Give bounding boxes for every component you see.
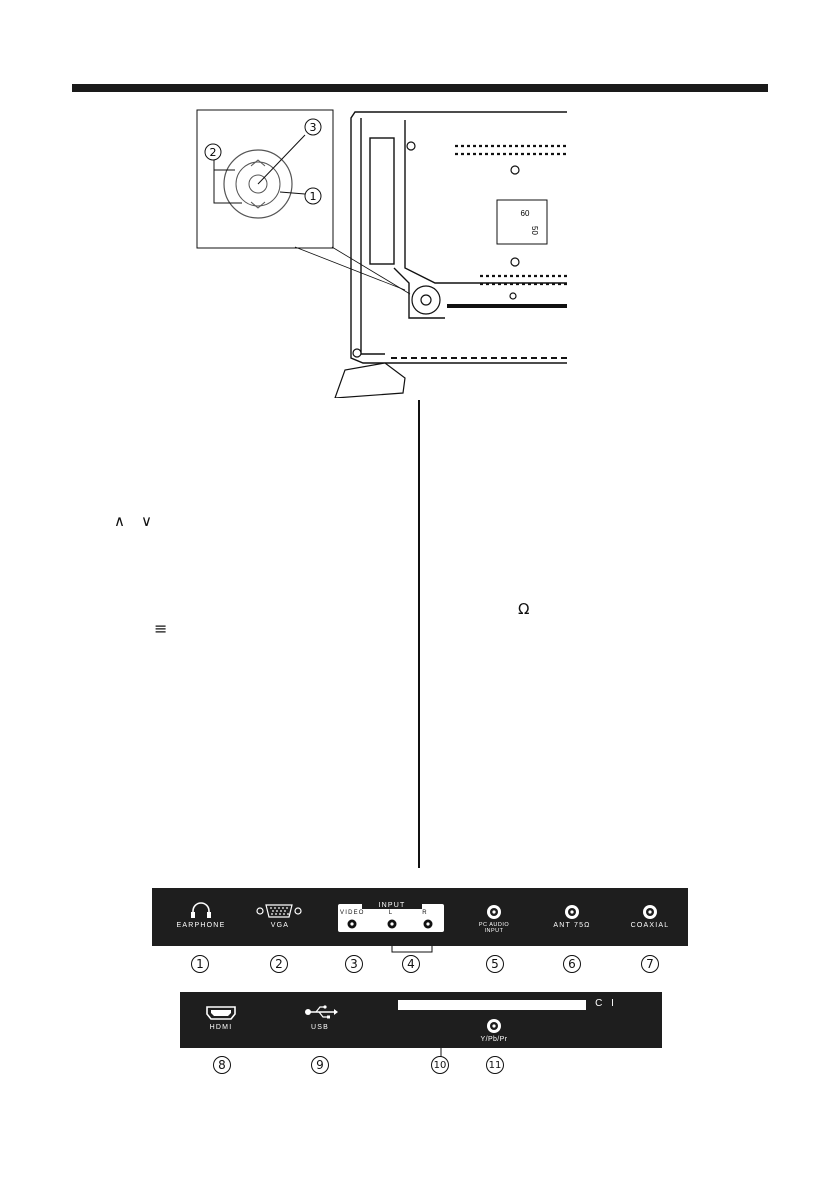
connector-panel-bottom <box>180 992 662 1048</box>
connector-number: 6 <box>563 955 581 973</box>
connector-number: 2 <box>270 955 288 973</box>
input-l-label: L <box>388 910 394 916</box>
vga-label: VGA <box>270 922 290 929</box>
rca-jack-icon <box>642 904 658 920</box>
ci-slot-icon <box>398 1000 586 1010</box>
ci-label: C I <box>595 998 617 1009</box>
tv-stand <box>335 363 405 398</box>
usb-label: USB <box>311 1024 329 1031</box>
ypbpr-label: Y/Pb/Pr <box>480 1036 508 1043</box>
joystick-small <box>412 286 440 314</box>
connector-number: 8 <box>213 1056 231 1074</box>
callout-2 <box>205 144 221 160</box>
tv-rear-diagram <box>195 108 567 398</box>
connector-panel-top <box>152 888 688 946</box>
rca-jack-icon <box>344 918 440 930</box>
pc-audio-label: PC AUDIO INPUT <box>478 922 510 934</box>
connector-number: 10 <box>431 1056 449 1074</box>
column-divider <box>418 400 420 868</box>
menu-icon: ≡ <box>154 619 168 638</box>
jack-icon <box>486 1018 502 1034</box>
down-arrow-icon: ∨ <box>141 512 152 530</box>
ant-label: ANT 75Ω <box>553 922 591 929</box>
connector-number: 3 <box>345 955 363 973</box>
tv-rear-outline <box>351 112 567 363</box>
coaxial-label: COAXIAL <box>630 922 670 929</box>
mount-dim-h: 60 <box>520 209 530 218</box>
up-arrow-icon: ∧ <box>114 512 125 530</box>
hdmi-label: HDMI <box>209 1024 233 1031</box>
callout-label: 1 <box>309 190 317 203</box>
coax-icon <box>564 904 580 920</box>
callout-label: 3 <box>309 121 317 134</box>
mount-dim-v: 50 <box>530 226 539 235</box>
connector-number: 9 <box>311 1056 329 1074</box>
earphone-label: EARPHONE <box>176 922 226 929</box>
connector-number: 11 <box>486 1056 504 1074</box>
hdmi-port-icon <box>206 1006 236 1020</box>
headphone-icon <box>190 901 212 919</box>
callout-3 <box>305 119 321 135</box>
vga-port-icon <box>256 902 302 920</box>
header-rule <box>72 84 768 92</box>
omega-symbol: Ω <box>518 600 530 618</box>
callout-label: 2 <box>209 146 217 159</box>
connector-number: 5 <box>486 955 504 973</box>
video-label: VIDEO <box>340 910 365 916</box>
usb-icon <box>304 1004 338 1020</box>
connector-number: 1 <box>191 955 209 973</box>
input-label: INPUT <box>362 902 422 909</box>
callout-1 <box>305 188 321 204</box>
connector-number: 7 <box>641 955 659 973</box>
connector-number: 4 <box>402 955 420 973</box>
input-r-label: R <box>422 910 428 916</box>
jack-icon <box>486 904 502 920</box>
mount-dimension-box <box>497 200 547 244</box>
